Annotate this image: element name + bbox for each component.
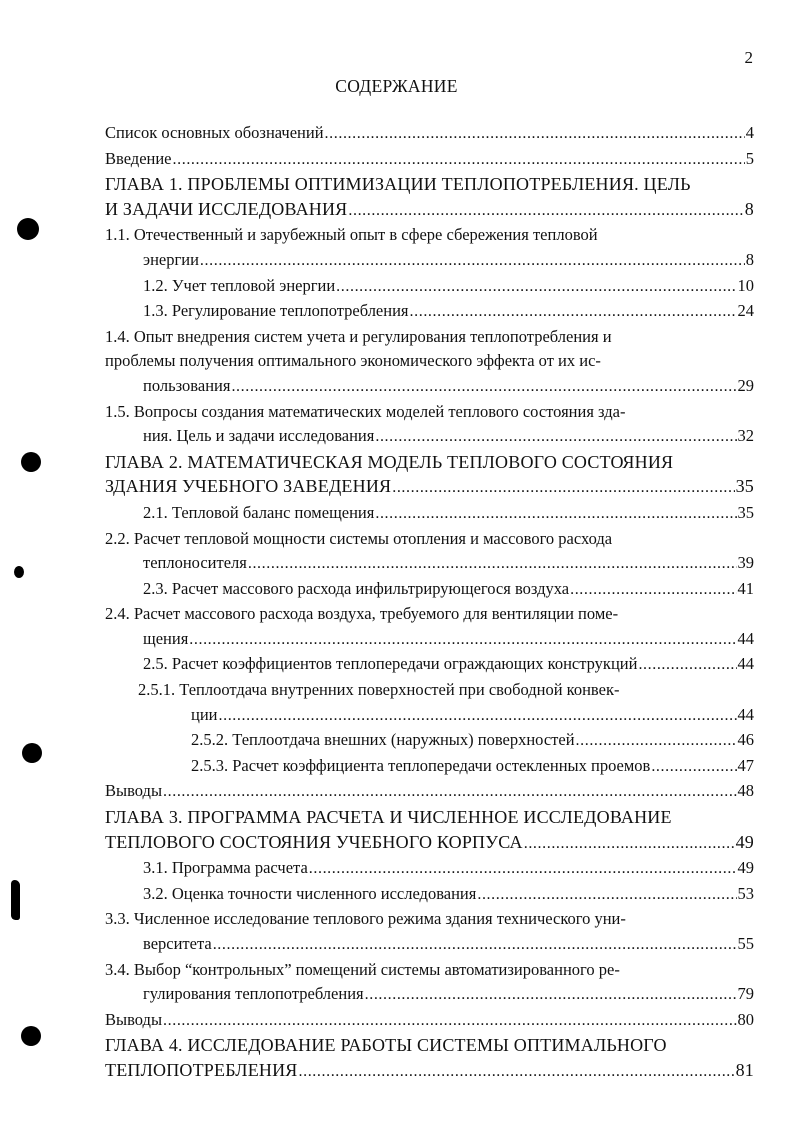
dot-leader [248, 552, 737, 577]
punch-hole-mark [14, 566, 24, 578]
dot-leader [651, 755, 736, 780]
toc-entry [105, 602, 754, 652]
toc-entry-row [191, 754, 754, 780]
toc-page-number: 44 [737, 628, 754, 648]
toc-page-number: 53 [737, 883, 754, 903]
toc-chapter-entry [105, 172, 754, 223]
toc-entry-title: ции [191, 704, 218, 724]
toc-entry-title: 1.2. Учет тепловой энергии [143, 275, 336, 295]
toc-page-number: 49 [735, 831, 754, 852]
dot-leader [638, 653, 736, 678]
toc-entry-row [105, 197, 754, 224]
toc-entry-title: Список основных обозначений [105, 123, 324, 142]
toc-page-number: 39 [737, 553, 754, 573]
toc-page-number: 41 [737, 578, 754, 598]
toc-entry-title: щения [143, 628, 189, 648]
toc-page-number: 80 [737, 1009, 754, 1029]
toc-entry [105, 907, 754, 957]
toc-entry-line: 2.5.1. Теплоотдача внутренних поверхностей при свободной конвек- [138, 680, 620, 700]
toc-entry-row [143, 299, 754, 325]
punch-hole-mark [21, 1026, 41, 1046]
toc-entry-row [143, 248, 754, 274]
dot-leader [348, 199, 743, 224]
toc-entry-row [105, 830, 754, 857]
dot-leader [219, 704, 737, 729]
toc-entry [105, 325, 754, 400]
toc-entry-line: ГЛАВА 3. ПРОГРАММА РАСЧЕТА И ЧИСЛЕННОЕ ИССЛЕДОВАНИЕ [105, 807, 672, 828]
toc-entry [105, 882, 754, 908]
toc-entry [105, 652, 754, 678]
dot-leader [576, 729, 737, 754]
toc-entry [105, 274, 754, 300]
toc-entry [138, 728, 754, 754]
toc-page-number: 44 [737, 704, 754, 724]
dot-leader [231, 375, 736, 400]
toc-entry-row [105, 1058, 754, 1085]
toc-entry-title: гулирования теплопотребления [143, 984, 364, 1004]
toc-entry-row [143, 982, 754, 1008]
toc-entry-row [105, 121, 754, 147]
toc-entry-row [143, 424, 754, 450]
toc-entry-line: ГЛАВА 1. ПРОБЛЕМЫ ОПТИМИЗАЦИИ ТЕПЛОПОТРЕБЛЕНИЯ. ЦЕЛЬ [105, 174, 691, 195]
toc-entry-title: 3.2. Оценка точности численного исследования [143, 883, 477, 903]
toc-entry-line: 2.4. Расчет массового расхода воздуха, требуемого для вентиляции поме- [105, 604, 619, 624]
toc-entry [105, 779, 754, 805]
toc-entry-line: 3.3. Численное исследование теплового режима здания технического уни- [105, 909, 626, 929]
toc-chapter-entry [105, 805, 754, 856]
toc-entry [105, 577, 754, 603]
toc-page-number: 8 [744, 198, 754, 219]
toc-entry [105, 501, 754, 527]
toc-entry-row [191, 703, 754, 729]
toc-entry-row [105, 1008, 754, 1034]
toc-entry-title: И ЗАДАЧИ ИССЛЕДОВАНИЯ [105, 198, 348, 219]
toc-entry-title: 2.5.3. Расчет коэффициента теплопередачи остекленных проемов [191, 755, 651, 775]
toc-page-number: 35 [737, 502, 754, 522]
toc-page-number: 8 [745, 249, 754, 269]
dot-leader [325, 122, 745, 147]
toc-chapter-entry [105, 1033, 754, 1084]
toc-entry-row [143, 882, 754, 908]
toc-entry-title: энергии [143, 249, 199, 269]
toc-entry [138, 678, 754, 728]
toc-entry-row [143, 551, 754, 577]
toc-entry [138, 754, 754, 780]
toc-page-number: 5 [745, 148, 754, 168]
toc-entry-title: 2.3. Расчет массового расхода инфильтрирующегося воздуха [143, 578, 570, 598]
toc-entry [105, 1008, 754, 1034]
toc-entry-line: 3.4. Выбор “контрольных” помещений системы автоматизированного ре- [105, 959, 620, 979]
toc-entry-row [143, 274, 754, 300]
toc-entry-title: 3.1. Программа расчета [143, 858, 308, 878]
toc-entry-title: пользования [143, 375, 231, 395]
dot-leader [213, 933, 737, 958]
toc-entry [105, 299, 754, 325]
toc-entry-line: 1.4. Опыт внедрения систем учета и регулирования теплопотребления и [105, 326, 612, 346]
toc-entry-line: 1.5. Вопросы создания математических моделей теплового состояния зда- [105, 401, 626, 421]
toc-page-number: 81 [735, 1059, 754, 1080]
toc-entry-row [105, 147, 754, 173]
toc-entry-row [105, 474, 754, 501]
toc-entry-title: 2.5. Расчет коэффициентов теплопередачи ограждающих конструкций [143, 654, 638, 674]
toc-entry-row [143, 856, 754, 882]
dot-leader [570, 578, 736, 603]
dot-leader [299, 1060, 735, 1085]
toc-entry-title: 2.5.2. Теплоотдача внешних (наружных) поверхностей [191, 730, 575, 750]
toc-entry-row [143, 932, 754, 958]
toc-page-number: 24 [737, 301, 754, 321]
toc-page-number: 55 [737, 934, 754, 953]
toc-page-number: 4 [745, 123, 754, 142]
toc-page-number: 35 [735, 476, 754, 497]
punch-hole-mark [22, 743, 42, 763]
toc-entry-title: Введение [105, 148, 172, 168]
dot-leader [309, 857, 737, 882]
toc-entry [105, 121, 754, 147]
dot-leader [524, 832, 735, 857]
dot-leader [365, 983, 737, 1008]
toc-page-number: 32 [737, 426, 754, 446]
toc-page-number: 47 [737, 755, 754, 775]
toc-entry-title: ния. Цель и задачи исследования [143, 426, 375, 446]
toc-entry-title: ЗДАНИЯ УЧЕБНОГО ЗАВЕДЕНИЯ [105, 476, 392, 497]
dot-leader [477, 883, 736, 908]
toc-page-number: 49 [737, 858, 754, 878]
toc-entry-title: ТЕПЛОПОТРЕБЛЕНИЯ [105, 1059, 298, 1080]
toc-entry-row [191, 728, 754, 754]
toc-page-number: 46 [737, 730, 754, 750]
toc-entry-row [143, 577, 754, 603]
toc-entry-title: ТЕПЛОВОГО СОСТОЯНИЯ УЧЕБНОГО КОРПУСА [105, 831, 523, 852]
dot-leader [410, 300, 737, 325]
dot-leader [375, 425, 736, 450]
toc-entry [105, 400, 754, 450]
toc-entry-title: Выводы [105, 1009, 163, 1029]
toc-entry-row [143, 501, 754, 527]
toc-entry-title: 2.1. Тепловой баланс помещения [143, 502, 375, 522]
dot-leader [189, 628, 736, 653]
toc-page-number: 79 [737, 984, 754, 1004]
toc-page-number: 10 [737, 275, 754, 295]
toc-entry-line: ГЛАВА 4. ИССЛЕДОВАНИЕ РАБОТЫ СИСТЕМЫ ОПТИМАЛЬНОГО [105, 1035, 667, 1056]
toc-entry-title: верситета [143, 934, 212, 953]
toc-entry-line: ГЛАВА 2. МАТЕМАТИЧЕСКАЯ МОДЕЛЬ ТЕПЛОВОГО СОСТОЯНИЯ [105, 451, 674, 472]
toc-entry-line: 2.2. Расчет тепловой мощности системы отопления и массового расхода [105, 528, 613, 548]
toc-chapter-entry [105, 450, 754, 501]
toc-entry-row [143, 374, 754, 400]
dot-leader [163, 780, 736, 805]
toc-entry-title: теплоносителя [143, 553, 247, 573]
toc-entry [105, 147, 754, 173]
toc-entry-row [143, 652, 754, 678]
dot-leader [163, 1009, 736, 1034]
dot-leader [375, 502, 736, 527]
toc-entry [105, 856, 754, 882]
toc-entry-title: Выводы [105, 781, 163, 801]
toc-entry [105, 527, 754, 577]
toc-entry-line: 1.1. Отечественный и зарубежный опыт в сфере сбережения тепловой [105, 225, 598, 245]
toc-page-number: 29 [737, 375, 754, 395]
toc-entry-title: 1.3. Регулирование теплопотребления [143, 301, 409, 321]
dot-leader [173, 148, 745, 173]
toc-page-number: 44 [737, 654, 754, 674]
document-title: СОДЕРЖАНИЕ [335, 76, 458, 96]
toc-entry [105, 223, 754, 273]
toc-entry-row [105, 779, 754, 805]
table-of-contents [105, 121, 754, 1085]
dot-leader [200, 249, 745, 274]
page-number: 2 [744, 48, 753, 67]
toc-page-number: 48 [737, 781, 754, 801]
toc-entry [105, 958, 754, 1008]
dot-leader [336, 275, 736, 300]
toc-entry-line: проблемы получения оптимального экономического эффекта от их ис- [105, 351, 601, 371]
ink-blot-mark [11, 880, 20, 920]
punch-hole-mark [21, 452, 41, 472]
punch-hole-mark [17, 218, 39, 240]
dot-leader [392, 476, 734, 501]
toc-entry-row [143, 627, 754, 653]
